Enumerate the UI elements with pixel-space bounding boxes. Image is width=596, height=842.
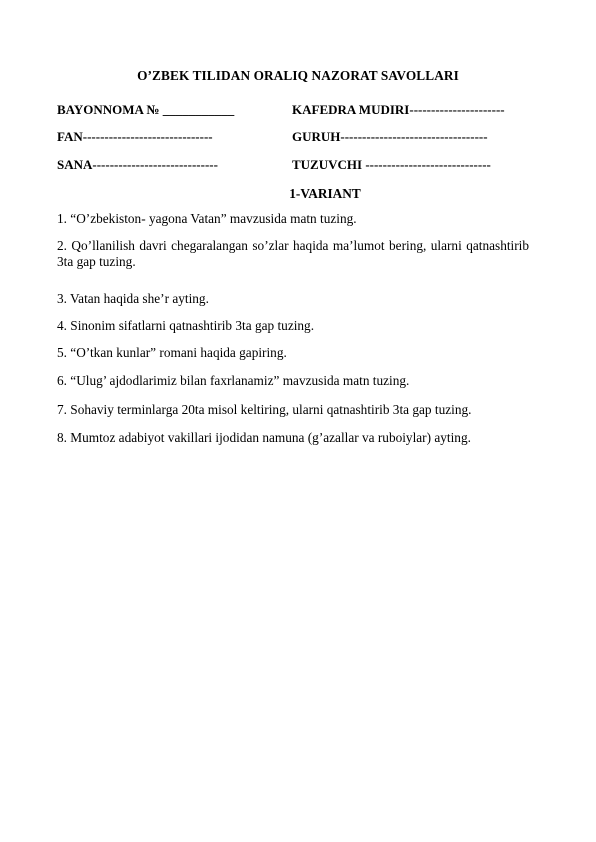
fan-field: FAN------------------------------	[57, 129, 213, 144]
question-item: 5. “O’tkan kunlar” romani haqida gapiring.	[57, 345, 287, 360]
question-item: 8. Mumtoz adabiyot vakillari ijodidan namuna (g’azallar va ruboiylar) ayting.	[57, 430, 471, 445]
variant-heading: 1-VARIANT	[289, 186, 361, 201]
question-item: 4. Sinonim sifatlarni qatnashtirib 3ta gap tuzing.	[57, 318, 315, 333]
document-title: O’ZBEK TILIDAN ORALIQ NAZORAT SAVOLLARI	[137, 68, 459, 83]
question-item: 6. “Ulug’ ajdodlarimiz bilan faxrlanamiz” mavzusida matn tuzing.	[57, 373, 410, 388]
question-item: 2. Qo’llanilish davri chegaralangan so’zlar haqida ma’lumot bering, ularni qatnashtirib 3ta gap tuzing.	[57, 238, 529, 269]
tuzuvchi-field: TUZUVCHI -----------------------------	[292, 157, 491, 172]
question-item: 7. Sohaviy terminlarga 20ta misol keltiring, ularni qatnashtirib 3ta gap tuzing.	[57, 402, 472, 417]
question-item: 1. “O’zbekiston- yagona Vatan” mavzusida matn tuzing.	[57, 211, 357, 226]
sana-field: SANA-----------------------------	[57, 157, 218, 172]
question-item: 3. Vatan haqida she’r ayting.	[57, 291, 209, 306]
bayonnoma-field: BAYONNOMA № ___________	[57, 102, 235, 117]
kafedra-mudiri-field: KAFEDRA MUDIRI----------------------	[292, 102, 505, 117]
guruh-field: GURUH----------------------------------	[292, 129, 488, 144]
